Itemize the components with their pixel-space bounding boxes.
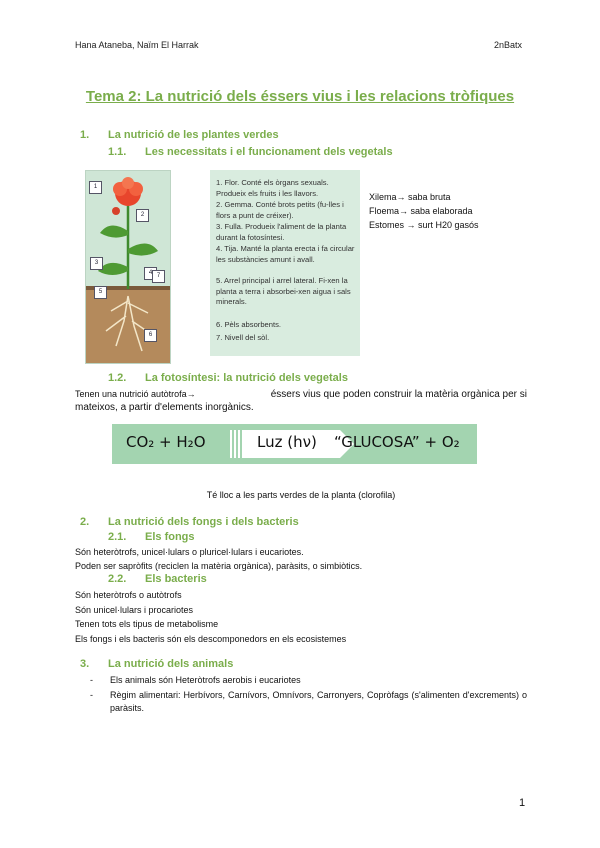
note-line: Xilema→ saba bruta <box>369 192 451 202</box>
leaf-shape <box>128 243 158 255</box>
bacteria-text <box>75 588 346 646</box>
figure-label-7: 7 <box>152 270 165 283</box>
plant-diagram-image <box>85 170 171 364</box>
list-item: - Els animals són Heteròtrofs aerobis i eucariotes <box>90 675 301 685</box>
page-number: 1 <box>519 797 526 809</box>
section-2-2-heading: 2.2. Els bacteris <box>108 573 207 585</box>
page-title: Tema 2: La nutrició dels éssers vius i les relacions tròfiques <box>85 88 515 105</box>
legend-item: 3. Fulla. Produeix l'aliment de la planta durant la fotosíntesi. <box>216 222 347 242</box>
figure-legend <box>210 170 360 356</box>
section-1-2-heading: 1.2. La fotosíntesi: la nutrició dels vegetals <box>108 372 348 384</box>
figure-label-4: 4 <box>144 267 157 280</box>
equation-products: “GLUCOSA” + O₂ <box>334 433 460 451</box>
text-line: Són unicel·lulars i procariotes <box>75 604 194 615</box>
text-line: Tenen tots els tipus de metabolisme <box>75 619 219 629</box>
figure-label-3: 3 <box>90 257 103 270</box>
text-line: Els fongs i els bacteris són els descomponedors en els ecosistemes <box>75 633 347 644</box>
note-line: Floema→ saba elaborada <box>369 206 473 216</box>
figure-label-6: 6 <box>144 329 157 342</box>
legend-item: 4. Tija. Manté la planta erecta i fa circular les substàncies amunt i avall. <box>216 244 355 264</box>
section-1-heading: 1. La nutrició de les plantes verdes <box>80 129 279 141</box>
bud-shape <box>112 207 120 215</box>
list-item: - Règim alimentari: Herbívors, Carnívors, Omnívors, Carronyers, Copròfags (s'alimenten d'excrements) o paràsits. <box>90 690 527 713</box>
photosynthesis-paragraph: Tenen una nutrició autòtrofa→ éssers vius que poden construir la matèria orgànica per si mateixos, a partir d'elements inorgànics. <box>75 389 527 413</box>
vascular-notes <box>369 190 479 232</box>
photosynthesis-caption: Té lloc a les parts verdes de la planta (clorofila) <box>206 490 396 500</box>
petal-shape <box>122 177 134 189</box>
figure-label-2: 2 <box>136 209 149 222</box>
section-2-1-heading: 2.1. Els fongs <box>108 531 195 543</box>
header-course: 2nBatx <box>494 40 523 50</box>
legend-item: 6. Pèls absorbents. <box>216 320 282 329</box>
equation-reactants: CO₂ + H₂O <box>126 433 206 451</box>
text-line: Són heteròtrofs, unicel·lulars o pluricel·lulars i eucariotes. <box>75 547 304 557</box>
section-3-heading: 3. La nutrició dels animals <box>80 658 234 670</box>
equation-light: Luz (hν) <box>257 433 317 451</box>
note-line: Estomes → surt H20 gasós <box>369 220 479 230</box>
photosynthesis-equation-banner <box>112 424 477 464</box>
legend-item: 2. Gemma. Conté brots petits (fu-lles i flors a punt de créixer). <box>216 200 344 220</box>
leaf-shape <box>100 225 128 237</box>
legend-item: 1. Flor. Conté els òrgans sexuals. Produeix els fruits i les llavors. <box>216 178 329 198</box>
animals-list <box>90 674 527 715</box>
legend-item: 7. Nivell del sòl. <box>216 333 270 342</box>
text-line: Poden ser sapròfits (reciclen la matèria orgànica), paràsits, o simbiòtics. <box>75 561 363 571</box>
figure-label-1: 1 <box>89 181 102 194</box>
figure-label-5: 5 <box>94 286 107 299</box>
header-authors: Hana Ataneba, Naïm El Harrak <box>75 40 199 50</box>
section-1-1-heading: 1.1. Les necessitats i el funcionament dels vegetals <box>108 146 393 158</box>
legend-item: 5. Arrel principal i arrel lateral. Fi-xen la planta a terra i absorbei-xen aigua i sals minerals. <box>216 276 351 307</box>
fungi-text <box>75 545 362 573</box>
text-line: Són heteròtrofs o autòtrofs <box>75 590 182 600</box>
section-2-heading: 2. La nutrició dels fongs i dels bacteris <box>80 516 299 528</box>
